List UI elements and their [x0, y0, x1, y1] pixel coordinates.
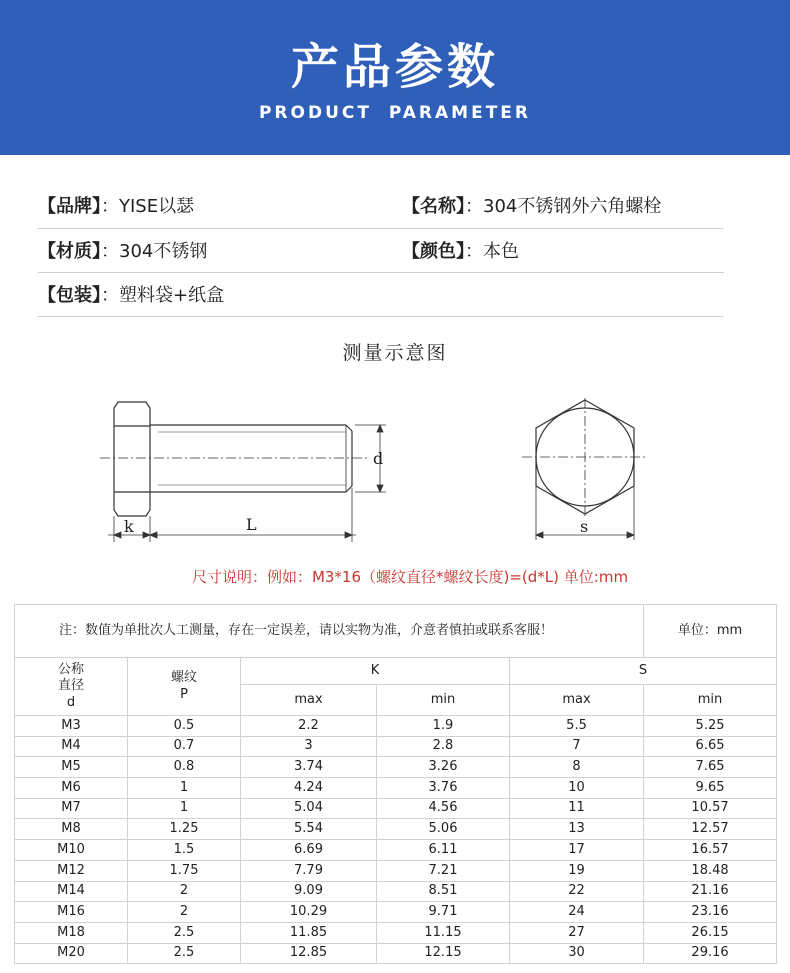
table-cell: 1.75	[128, 860, 241, 881]
table-cell: 1.25	[128, 819, 241, 840]
table-cell: 12.15	[377, 943, 510, 964]
table-cell: M7	[15, 798, 128, 819]
spec-value: YISE以瑟	[119, 196, 195, 217]
table-cell: 8.51	[377, 881, 510, 902]
table-cell: 24	[510, 902, 644, 923]
table-cell: M5	[15, 757, 128, 778]
table-cell: M8	[15, 819, 128, 840]
table-cell: 1	[128, 778, 241, 799]
table-cell: M6	[15, 778, 128, 799]
table-cell: 8	[510, 757, 644, 778]
table-cell: M4	[15, 736, 128, 757]
table-cell: 7.65	[644, 757, 777, 778]
dimension-k-l	[108, 488, 356, 542]
bolt-drawing	[0, 380, 790, 550]
table-cell: M16	[15, 902, 128, 923]
table-unit: 单位：mm	[644, 605, 777, 658]
spec-name: 【名称】：304不锈钢外六角螺栓	[402, 196, 662, 217]
table-cell: 22	[510, 881, 644, 902]
table-cell: 9.65	[644, 778, 777, 799]
table-cell: 5.06	[377, 819, 510, 840]
size-caption: 尺寸说明：例如：M3*16（螺纹直径*螺纹长度)=(d*L) 单位:mm	[191, 568, 629, 586]
table-cell: 10.57	[644, 798, 777, 819]
bolt-head-end	[522, 398, 648, 518]
spec-key: 【名称】	[402, 196, 465, 217]
table-cell: 3.74	[241, 757, 377, 778]
spec-value: 304不锈钢	[119, 241, 208, 262]
table-cell: 19	[510, 860, 644, 881]
header-s-min: min	[644, 685, 777, 716]
spec-material: 【材质】：304不锈钢	[38, 241, 208, 262]
table-cell: 7.79	[241, 860, 377, 881]
header-k-min: min	[377, 685, 510, 716]
table-cell: 2.8	[377, 736, 510, 757]
bolt-head-side	[114, 402, 150, 516]
table-cell: 10.29	[241, 902, 377, 923]
table-cell: 29.16	[644, 943, 777, 964]
table-row	[15, 778, 777, 799]
table-row	[15, 881, 777, 902]
table-cell: 1.5	[128, 840, 241, 861]
table-cell: 5.5	[510, 716, 644, 737]
table-cell: 10	[510, 778, 644, 799]
label-k: k	[124, 517, 134, 536]
page-subtitle: PRODUCT PARAMETER	[258, 103, 532, 123]
header-pitch: 螺纹 P	[128, 658, 241, 716]
table-cell: 26.15	[644, 922, 777, 943]
table-cell: 5.54	[241, 819, 377, 840]
table-row	[15, 922, 777, 943]
table-cell: M14	[15, 881, 128, 902]
table-cell: 7.21	[377, 860, 510, 881]
table-cell: 2.5	[128, 943, 241, 964]
spec-color: 【颜色】：本色	[402, 241, 519, 262]
spec-value: 304不锈钢外六角螺栓	[483, 196, 662, 217]
table-cell: 13	[510, 819, 644, 840]
table-cell: 9.71	[377, 902, 510, 923]
table-row	[15, 840, 777, 861]
spec-key: 【材质】	[38, 241, 101, 262]
table-row	[15, 902, 777, 923]
table-cell: 5.25	[644, 716, 777, 737]
table-row	[15, 736, 777, 757]
diagram-title: 测量示意图	[342, 342, 448, 364]
spec-value: 本色	[483, 241, 519, 262]
table-row	[15, 798, 777, 819]
table-note: 注：数值为单批次人工测量，存在一定误差，请以实物为准，介意者慎拍或联系客服！	[15, 605, 644, 658]
header-s-max: max	[510, 685, 644, 716]
header-banner	[0, 0, 790, 155]
table-cell: 6.69	[241, 840, 377, 861]
spec-brand: 【品牌】：YISE以瑟	[38, 196, 195, 217]
table-cell: 12.57	[644, 819, 777, 840]
table-row	[15, 716, 777, 737]
table-cell: 3.26	[377, 757, 510, 778]
table-cell: 1.9	[377, 716, 510, 737]
spec-key: 【品牌】	[38, 196, 101, 217]
table-cell: 2.2	[241, 716, 377, 737]
table-cell: 6.11	[377, 840, 510, 861]
table-cell: M12	[15, 860, 128, 881]
table-cell: 11.15	[377, 922, 510, 943]
table-cell: 11	[510, 798, 644, 819]
table-cell: 2.5	[128, 922, 241, 943]
table-cell: 0.5	[128, 716, 241, 737]
spec-key: 【颜色】	[402, 241, 465, 262]
header-nominal-diameter: 公称 直径 d	[15, 658, 128, 716]
table-cell: M10	[15, 840, 128, 861]
table-cell: 3	[241, 736, 377, 757]
spec-key: 【包装】	[38, 285, 101, 306]
header-k: K	[241, 658, 510, 685]
table-cell: 6.65	[644, 736, 777, 757]
table-cell: 4.24	[241, 778, 377, 799]
table-cell: 30	[510, 943, 644, 964]
table-cell: 4.56	[377, 798, 510, 819]
page-title: 产品参数	[290, 39, 499, 95]
spec-divider	[38, 316, 724, 317]
spec-value: 塑料袋+纸盒	[119, 285, 225, 306]
bolt-shank	[150, 425, 352, 492]
table-cell: 5.04	[241, 798, 377, 819]
table-row	[15, 819, 777, 840]
table-row	[15, 860, 777, 881]
table-cell: 18.48	[644, 860, 777, 881]
table-cell: M18	[15, 922, 128, 943]
table-row	[15, 943, 777, 964]
label-l: L	[246, 515, 257, 534]
table-cell: 0.7	[128, 736, 241, 757]
label-d: d	[373, 449, 384, 468]
header-k-max: max	[241, 685, 377, 716]
table-cell: 17	[510, 840, 644, 861]
table-cell: 2	[128, 902, 241, 923]
table-cell: M20	[15, 943, 128, 964]
table-cell: 27	[510, 922, 644, 943]
label-s: s	[580, 517, 589, 536]
parameter-table	[14, 604, 776, 964]
header-s: S	[510, 658, 777, 685]
table-cell: 3.76	[377, 778, 510, 799]
table-cell: M3	[15, 716, 128, 737]
table-cell: 7	[510, 736, 644, 757]
table-cell: 2	[128, 881, 241, 902]
table-cell: 21.16	[644, 881, 777, 902]
table-cell: 0.8	[128, 757, 241, 778]
table-cell: 12.85	[241, 943, 377, 964]
spec-packaging: 【包装】：塑料袋+纸盒	[38, 285, 225, 306]
table-cell: 23.16	[644, 902, 777, 923]
table-cell: 16.57	[644, 840, 777, 861]
table-cell: 11.85	[241, 922, 377, 943]
table-row	[15, 757, 777, 778]
table-cell: 1	[128, 798, 241, 819]
table-cell: 9.09	[241, 881, 377, 902]
